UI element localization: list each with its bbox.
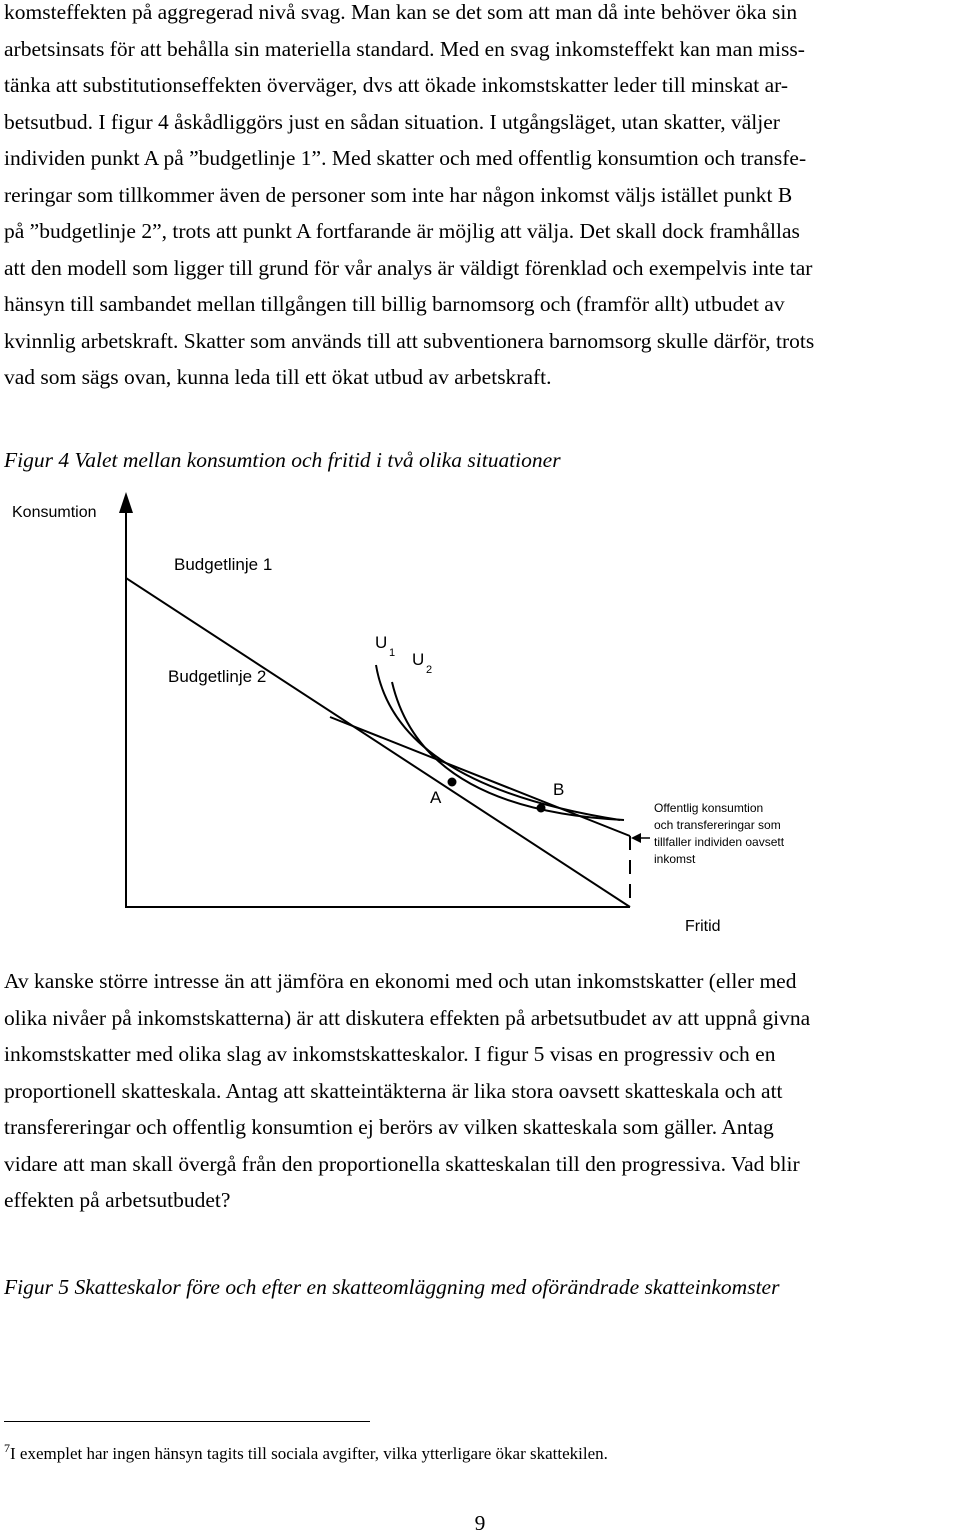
- figure-4-caption: Figur 4 Valet mellan konsumtion och fritid i två olika situationer: [4, 448, 561, 472]
- text-line: betsutbud. I figur 4 åskådliggörs just en sådan situation. I utgångsläget, utan skatter, väljer: [4, 109, 780, 134]
- budget-line-2: [330, 717, 630, 836]
- budget-line-1: [126, 578, 630, 907]
- figure-5-caption: Figur 5 Skatteskalor före och efter en skatteomläggning med oförändrade skatteinkomster: [4, 1275, 780, 1299]
- point-a-label: A: [430, 788, 442, 807]
- text-line: reringar som tillkommer även de personer som inte har någon inkomst väljs istället punkt B: [4, 182, 793, 207]
- text-line: effekten på arbetsutbudet?: [4, 1188, 231, 1212]
- text-line: vad som sägs ovan, kunna leda till ett ökat utbud av arbetskraft.: [4, 365, 552, 389]
- u2-label: U: [412, 650, 425, 669]
- budget-line-2-label: Budgetlinje 2: [168, 667, 267, 686]
- text-line: proportionell skatteskala. Antag att skatteintäkterna är lika stora oavsett skatteskala och att: [4, 1078, 783, 1103]
- x-axis-label: Fritid: [685, 918, 721, 935]
- text-line: hänsyn till sambandet mellan tillgången till billig barnomsorg och (framför allt) utbudet av: [4, 292, 785, 316]
- text-line: individen punkt A på ”budgetlinje 1”. Med skatter och med offentlig konsumtion och transfe-: [4, 146, 807, 170]
- annotation-arrow-icon: [631, 833, 641, 843]
- annotation-line: Offentlig konsumtion: [654, 801, 764, 815]
- y-axis-label: Konsumtion: [12, 504, 97, 521]
- point-b-label: B: [553, 780, 565, 799]
- text-line: Av kanske större intresse än att jämföra en ekonomi med och utan inkomstskatter (eller med: [4, 969, 797, 993]
- indifference-curve-u2: [392, 682, 624, 820]
- u1-subscript: 1: [389, 647, 396, 659]
- point-b-marker: [537, 804, 546, 813]
- point-a-marker: [448, 778, 457, 787]
- body-paragraph-2: [4, 963, 956, 1219]
- text-line: transfereringar och offentlig konsumtion ej berörs av vilken skatteskala som gäller. Antag: [4, 1115, 774, 1139]
- annotation-line: tillfaller individen oavsett: [654, 835, 785, 849]
- text-line: komsteffekten på aggregerad nivå svag. Man kan se det som att man då inte behöver öka sin: [4, 0, 798, 24]
- footnote-marker: 7: [4, 1441, 10, 1455]
- text-line: inkomstskatter med olika slag av inkomstskatteskalor. I figur 5 visas en progressiv och en: [4, 1042, 776, 1066]
- text-line: på ”budgetlinje 2”, trots att punkt A fortfarande är möjlig att välja. Det skall dock framhållas: [4, 219, 800, 243]
- y-axis-arrow-icon: [119, 492, 133, 513]
- text-line: vidare att man skall övergå från den proportionella skatteskalan till den progressiva. Vad blir: [4, 1151, 800, 1176]
- footnote-text: I exemplet har ingen hänsyn tagits till sociala avgifter, vilka ytterligare ökar skattekilen.: [10, 1444, 608, 1463]
- body-paragraph-1: [4, 0, 956, 396]
- footnote-divider: [4, 1421, 370, 1422]
- text-line: arbetsinsats för att behålla sin materiella standard. Med en svag inkomsteffekt kan man miss-: [4, 36, 805, 61]
- text-line: tänka att substitutionseffekten överväger, dvs att ökade inkomstskatter leder till minskat ar-: [4, 73, 789, 97]
- text-line: olika nivåer på inkomstskatterna) är att diskutera effekten på arbetsutbudet av att uppnå givna: [4, 1005, 811, 1030]
- footnote: [4, 1441, 608, 1464]
- text-line: kvinnlig arbetskraft. Skatter som används till att subventionera barnomsorg skulle därför, trots: [4, 328, 815, 353]
- u2-subscript: 2: [426, 664, 433, 676]
- annotation-line: och transfereringar som: [654, 818, 781, 832]
- page-number: 9: [474, 1511, 486, 1535]
- text-line: att den modell som ligger till grund för vår analys är väldigt förenklad och exempelvis inte tar: [4, 255, 813, 280]
- annotation-line: inkomst: [654, 852, 696, 866]
- budget-line-1-label: Budgetlinje 1: [174, 555, 273, 574]
- figure-4-diagram: [0, 485, 960, 945]
- u1-label: U: [375, 633, 388, 652]
